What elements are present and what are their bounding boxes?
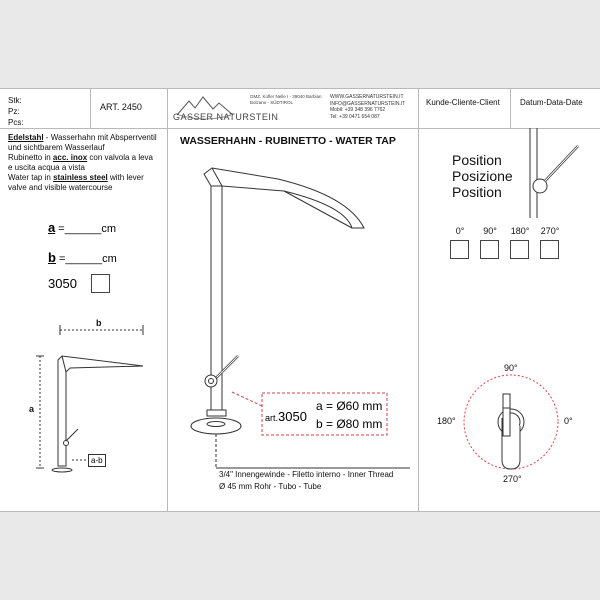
desc-text: Water tap in <box>8 173 54 182</box>
date-label: Datum-Data-Date <box>520 98 583 107</box>
desc-text: Rubinetto in <box>8 153 53 162</box>
address-line: Bolzano - SÜDTIROL <box>250 100 294 105</box>
position-title <box>452 152 513 200</box>
spec-art-prefix: art. <box>265 413 279 423</box>
option-checkbox-270[interactable] <box>540 240 559 259</box>
pz-label: Pz: <box>8 107 20 116</box>
tube-spec: Ø 45 mm Rohr - Tubo - Tube <box>219 482 322 491</box>
position-title-it: Posizione <box>452 168 513 184</box>
thread-spec: 3/4" Innengewinde - Filetto interno - Inner Thread <box>219 470 394 479</box>
dial-label-top: 90° <box>504 363 518 373</box>
option-checkbox-0[interactable] <box>450 240 469 259</box>
option-label-180: 180° <box>510 226 530 236</box>
drawing-label-b: b <box>96 318 102 328</box>
dial-label-bottom: 270° <box>503 474 522 484</box>
client-label: Kunde-Cliente-Client <box>426 98 500 107</box>
email-text: INFO@GASSERNATURSTEIN.IT <box>330 100 406 107</box>
desc-text: e uscita acqua a vista <box>8 163 85 172</box>
spec-a-value: a = Ø60 mm <box>316 399 383 413</box>
pcs-label: Pcs: <box>8 118 24 127</box>
mobile-text: Mobil: +39 348 396 7762 <box>330 107 386 113</box>
option-label-90: 90° <box>483 226 497 236</box>
dial-label-right: 0° <box>564 416 573 426</box>
desc-text: - Wasserhahn mit Absperrventil <box>43 133 157 142</box>
option-checkbox-90[interactable] <box>480 240 499 259</box>
phone-text: Tel: +39 0471 654 087 <box>330 113 380 120</box>
drawing-title: WASSERHAHN - RUBINETTO - WATER TAP <box>180 135 396 147</box>
spec-art-code: 3050 <box>278 409 307 424</box>
desc-text: valve and visible watercourse <box>8 183 113 192</box>
dimension-b-letter: b <box>48 250 56 265</box>
dimension-a-blank: =______cm <box>55 223 117 235</box>
option-label-270: 270° <box>540 226 560 236</box>
drawing-label-ab: a-b <box>88 454 106 467</box>
code-3050-label: 3050 <box>48 276 77 291</box>
position-dial <box>464 375 558 469</box>
spec-art-number <box>265 408 307 426</box>
material-en: stainless steel <box>53 173 108 182</box>
website-text: WWW.GASSERNATURSTEIN.IT <box>330 94 404 100</box>
drawing-label-a: a <box>29 404 35 414</box>
stk-label: Stk: <box>8 96 22 105</box>
spec-b-value: b = Ø80 mm <box>316 417 383 431</box>
desc-text: with lever <box>107 173 144 182</box>
small-tap-drawing <box>36 325 143 472</box>
material-it: acc. inox <box>52 153 88 162</box>
desc-text: con valvola a leva <box>87 153 153 162</box>
dial-label-left: 180° <box>437 416 456 426</box>
dimension-a-letter: a <box>48 220 56 235</box>
spec-leader-line <box>232 392 262 406</box>
option-checkbox-180[interactable] <box>510 240 529 259</box>
article-number: ART. 2450 <box>100 102 142 112</box>
material-de: Edelstahl <box>8 133 44 142</box>
option-label-0: 0° <box>455 226 465 236</box>
drawing-sheet <box>0 88 600 512</box>
desc-text: und sichtbarem Wasserlauf <box>8 143 105 152</box>
logo-text: GASSER NATURSTEIN <box>173 112 279 122</box>
dimension-b-blank: =______cm <box>55 253 117 265</box>
address-line: GMZ. Kofler Nelle I - 39040 Barbian <box>250 94 322 99</box>
position-title-de: Position <box>452 152 502 168</box>
position-title-en: Position <box>452 184 502 200</box>
position-reference-drawing <box>530 128 578 218</box>
